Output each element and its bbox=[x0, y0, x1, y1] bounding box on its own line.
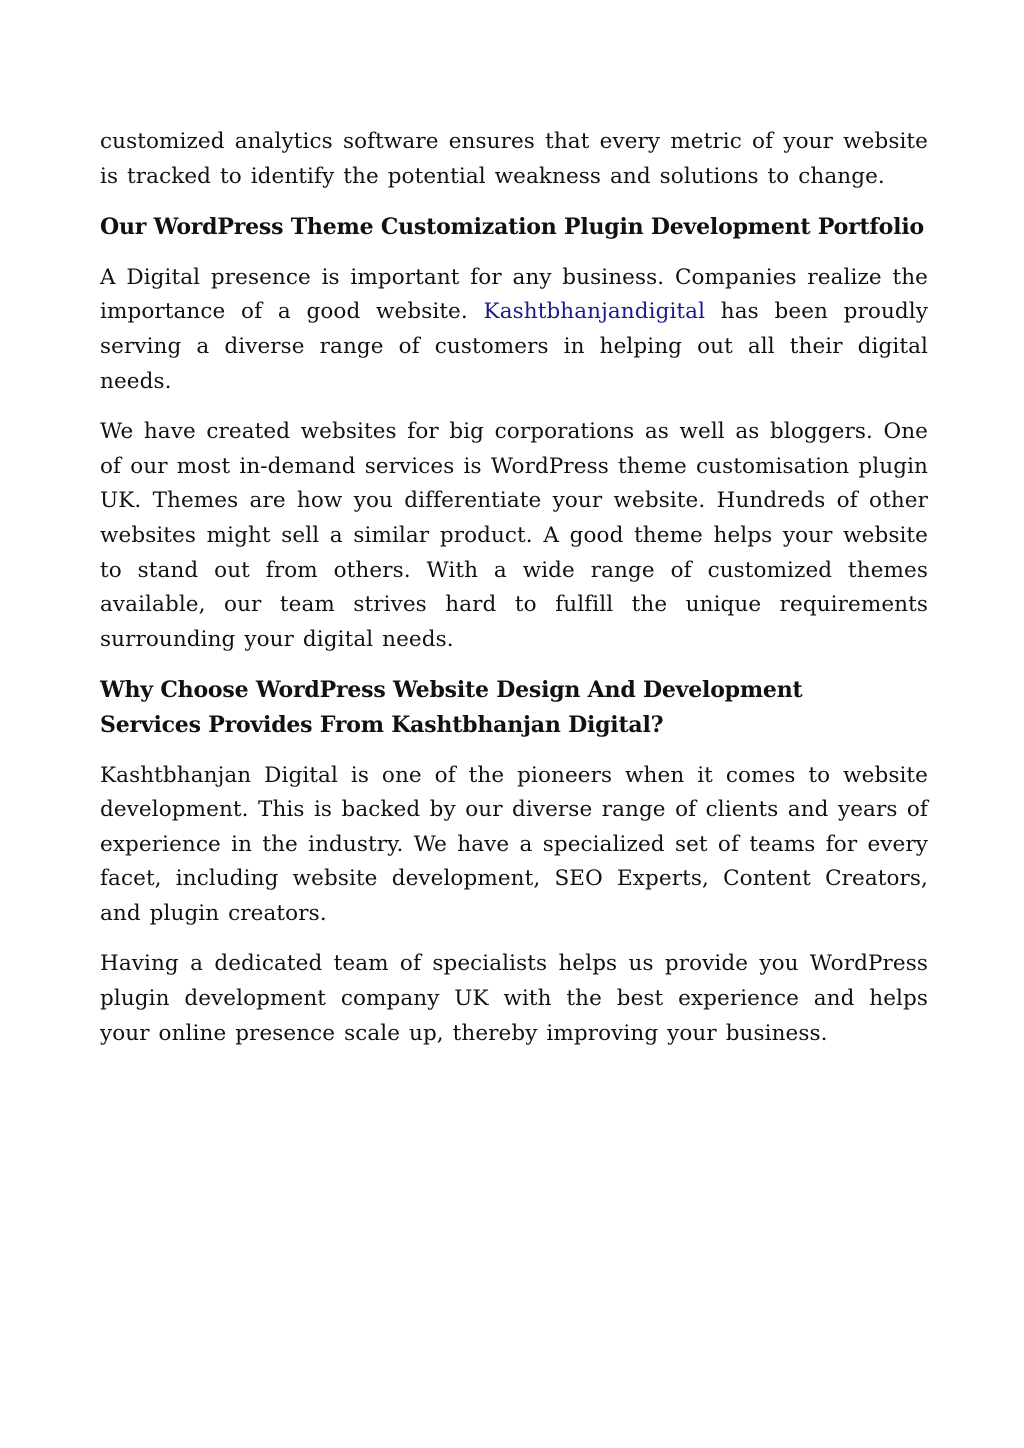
paragraph-text-after-link: has been proudly serving a diverse range of customers in helping out all their digital needs. bbox=[100, 299, 929, 394]
paragraph-digital-presence bbox=[100, 261, 928, 399]
kashtbhanjandigital-link[interactable]: Kashtbhanjandigital bbox=[483, 299, 706, 325]
paragraph-analytics: customized analytics software ensures that every metric of your website is tracked to identify the potential weakness and solutions to change. bbox=[100, 129, 928, 189]
document-page bbox=[100, 125, 928, 1067]
paragraph-pioneers: Kashtbhanjan Digital is one of the pioneers when it comes to website development. This is backed by our diverse range of clients and years of experience in the industry. We have a specialized set of teams for every facet, including website development, SEO Experts, Content Creators, and plugin creators. bbox=[100, 762, 928, 926]
heading-portfolio: Our WordPress Theme Customization Plugin Development Portfolio bbox=[100, 214, 924, 241]
paragraph-dedicated-team: Having a dedicated team of specialists helps us provide you WordPress plugin development company UK with the best experience and helps your online presence scale up, thereby improving your business. bbox=[100, 951, 928, 1046]
heading-why-choose: Why Choose WordPress Website Design And Development Services Provides From Kashtbhanjan Digital? bbox=[100, 677, 803, 738]
paragraph-text-before-link: A Digital presence is important for any business. Companies realize the importance of a good website. bbox=[100, 264, 928, 325]
paragraph-websites-created: We have created websites for big corporations as well as bloggers. One of our most in-demand services is WordPress theme customisation plugin UK. Themes are how you differentiate your website. Hundreds of other websites might sell a similar product. A good theme helps your website to stand out from others. With a wide range of customized themes available, our team strives hard to fulfill the unique requirements surrounding your digital needs. bbox=[100, 419, 928, 652]
